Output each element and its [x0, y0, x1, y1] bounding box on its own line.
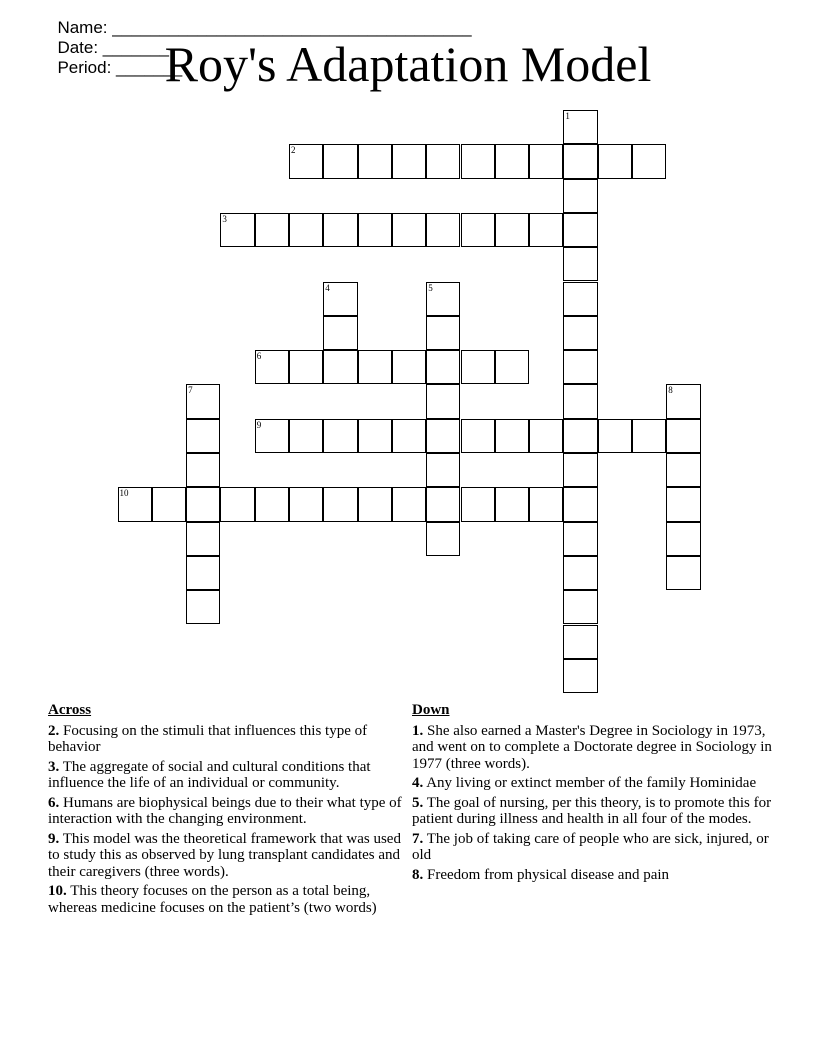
clue-number: 4. [412, 775, 424, 791]
crossword-cell[interactable] [666, 487, 700, 521]
crossword-cell[interactable] [563, 487, 597, 521]
crossword-cell[interactable] [495, 213, 529, 247]
crossword-cell[interactable] [255, 419, 289, 453]
crossword-cell[interactable] [118, 487, 152, 521]
clue-text: This model was the theoretical framework that was used to study this as observed by lung transplant candidates and their caregivers (three words). [48, 830, 401, 880]
crossword-cell[interactable] [255, 213, 289, 247]
crossword-cell[interactable] [289, 419, 323, 453]
crossword-cell[interactable] [323, 487, 357, 521]
crossword-cell[interactable] [529, 144, 563, 178]
crossword-cell[interactable] [289, 213, 323, 247]
crossword-cell[interactable] [529, 487, 563, 521]
crossword-cell[interactable] [632, 419, 666, 453]
crossword-cell[interactable] [426, 522, 460, 556]
clue-text: Freedom from physical disease and pain [427, 866, 670, 883]
crossword-cell[interactable] [563, 556, 597, 590]
crossword-cell[interactable] [323, 144, 357, 178]
crossword-cell[interactable] [563, 179, 597, 213]
clue-across-6 [48, 795, 404, 828]
clue-text: She also earned a Master's Degree in Sociology in 1973, and went on to complete a Doctorate degree in Sociology in 1977 (three words). [412, 722, 772, 772]
crossword-cell[interactable] [186, 384, 220, 418]
crossword-cell[interactable] [426, 384, 460, 418]
crossword-cell[interactable] [563, 282, 597, 316]
across-heading: Across [48, 702, 92, 718]
crossword-cell[interactable] [529, 419, 563, 453]
clue-number-label: 6 [256, 351, 262, 362]
clue-text: Focusing on the stimuli that influences this type of behavior [48, 722, 368, 755]
crossword-cell[interactable] [563, 247, 597, 281]
crossword-cell[interactable] [666, 556, 700, 590]
crossword-cell[interactable] [632, 144, 666, 178]
crossword-cell[interactable] [426, 453, 460, 487]
crossword-cell[interactable] [495, 419, 529, 453]
crossword-cell[interactable] [186, 590, 220, 624]
crossword-cell[interactable] [426, 316, 460, 350]
clue-number: 9. [48, 830, 60, 847]
crossword-cell[interactable] [666, 453, 700, 487]
crossword-cell[interactable] [392, 419, 426, 453]
crossword-cell[interactable] [426, 282, 460, 316]
crossword-cell[interactable] [392, 144, 426, 178]
crossword-cell[interactable] [563, 590, 597, 624]
clue-text: The aggregate of social and cultural conditions that influence the life of an individual or community. [48, 758, 371, 791]
crossword-cell[interactable] [255, 487, 289, 521]
crossword-cell[interactable] [563, 144, 597, 178]
crossword-cell[interactable] [529, 213, 563, 247]
clue-number: 8. [412, 866, 424, 883]
clue-text: Humans are biophysical beings due to their what type of interaction with the changing environment. [48, 794, 402, 827]
clue-number-label: 10 [119, 488, 129, 499]
crossword-cell[interactable] [461, 144, 495, 178]
clue-across-2 [48, 723, 404, 756]
clue-number: 1. [412, 722, 424, 739]
crossword-cell[interactable] [358, 487, 392, 521]
crossword-cell[interactable] [563, 453, 597, 487]
down-clues [412, 702, 772, 886]
crossword-cell[interactable] [461, 419, 495, 453]
across-clues [48, 702, 404, 919]
clue-number: 6. [48, 794, 60, 811]
clue-number-label: 9 [256, 419, 262, 430]
clue-text: The goal of nursing, per this theory, is to promote this for patient during illness and health in all four of the modes. [412, 794, 772, 827]
crossword-cell[interactable] [495, 144, 529, 178]
crossword-cell[interactable] [666, 419, 700, 453]
crossword-cell[interactable] [563, 213, 597, 247]
crossword-cell[interactable] [358, 144, 392, 178]
crossword-cell[interactable] [220, 213, 254, 247]
crossword-cell[interactable] [598, 419, 632, 453]
clue-across-9 [48, 831, 404, 881]
crossword-cell[interactable] [392, 487, 426, 521]
clue-text: Any living or extinct member of the family Hominidae [426, 775, 757, 791]
down-heading: Down [412, 702, 450, 718]
crossword-cell[interactable] [666, 384, 700, 418]
clue-down-7 [412, 831, 772, 864]
clue-number-label: 4 [325, 282, 330, 293]
crossword-cell[interactable] [186, 522, 220, 556]
crossword-cell[interactable] [666, 522, 700, 556]
clue-number-label: 1 [565, 111, 570, 121]
crossword-cell[interactable] [495, 350, 529, 384]
crossword-cell[interactable] [289, 487, 323, 521]
clue-number: 3. [48, 758, 60, 775]
crossword-cell[interactable] [358, 350, 392, 384]
clue-down-1 [412, 723, 772, 773]
crossword-cell[interactable] [461, 487, 495, 521]
crossword-cell[interactable] [186, 487, 220, 521]
clue-number: 5. [412, 794, 424, 811]
crossword-cell[interactable] [563, 316, 597, 350]
crossword-cell[interactable] [563, 659, 597, 693]
clue-number-label: 8 [668, 385, 673, 396]
clue-down-8 [412, 867, 772, 884]
crossword-cell[interactable] [426, 213, 460, 247]
crossword-cell[interactable] [563, 419, 597, 453]
crossword-cell[interactable] [289, 350, 323, 384]
name-field-label[interactable]: Name: ______________________________________ [57, 18, 472, 37]
crossword-cell[interactable] [426, 350, 460, 384]
crossword-cell[interactable] [461, 213, 495, 247]
crossword-cell[interactable] [289, 144, 323, 178]
crossword-cell[interactable] [186, 453, 220, 487]
crossword-cell[interactable] [563, 625, 597, 659]
clue-number: 7. [412, 830, 424, 847]
period-field-label[interactable]: Period: _______ [57, 58, 183, 77]
crossword-cell[interactable] [495, 487, 529, 521]
crossword-cell[interactable] [563, 384, 597, 418]
crossword-cell[interactable] [392, 350, 426, 384]
clue-number: 10. [48, 883, 67, 899]
crossword-cell[interactable] [323, 419, 357, 453]
crossword-cell[interactable] [461, 350, 495, 384]
page-title: Roy's Adaptation Model [164, 36, 652, 92]
crossword-cell[interactable] [186, 419, 220, 453]
date-field-label[interactable]: Date: _______ [57, 38, 169, 57]
clue-text: This theory focuses on the person as a total being, whereas medicine focuses on the patient’s (two words) [48, 883, 377, 916]
crossword-cell[interactable] [323, 316, 357, 350]
crossword-cell[interactable] [426, 419, 460, 453]
clue-across-3 [48, 759, 404, 792]
crossword-cell[interactable] [358, 419, 392, 453]
crossword-cell[interactable] [563, 110, 597, 144]
crossword-cell[interactable] [323, 282, 357, 316]
crossword-cell[interactable] [563, 522, 597, 556]
clue-number-label: 5 [428, 282, 433, 293]
crossword-cell[interactable] [426, 144, 460, 178]
clue-across-10 [48, 883, 404, 916]
crossword-cell[interactable] [152, 487, 186, 521]
crossword-cell[interactable] [563, 350, 597, 384]
crossword-cell[interactable] [255, 350, 289, 384]
clue-number: 2. [48, 722, 60, 739]
clue-down-5 [412, 795, 772, 828]
crossword-cell[interactable] [392, 213, 426, 247]
crossword-cell[interactable] [358, 213, 392, 247]
clue-number-label: 2 [291, 145, 296, 156]
clue-text: The job of taking care of people who are sick, injured, or old [412, 830, 769, 863]
crossword-cell[interactable] [220, 487, 254, 521]
clue-number-label: 7 [188, 385, 193, 396]
crossword-cell[interactable] [186, 556, 220, 590]
clue-down-4 [412, 775, 772, 792]
crossword-cell[interactable] [426, 487, 460, 521]
clue-number-label: 3 [222, 213, 227, 224]
crossword-cell[interactable] [323, 213, 357, 247]
crossword-cell[interactable] [323, 350, 357, 384]
crossword-cell[interactable] [598, 144, 632, 178]
